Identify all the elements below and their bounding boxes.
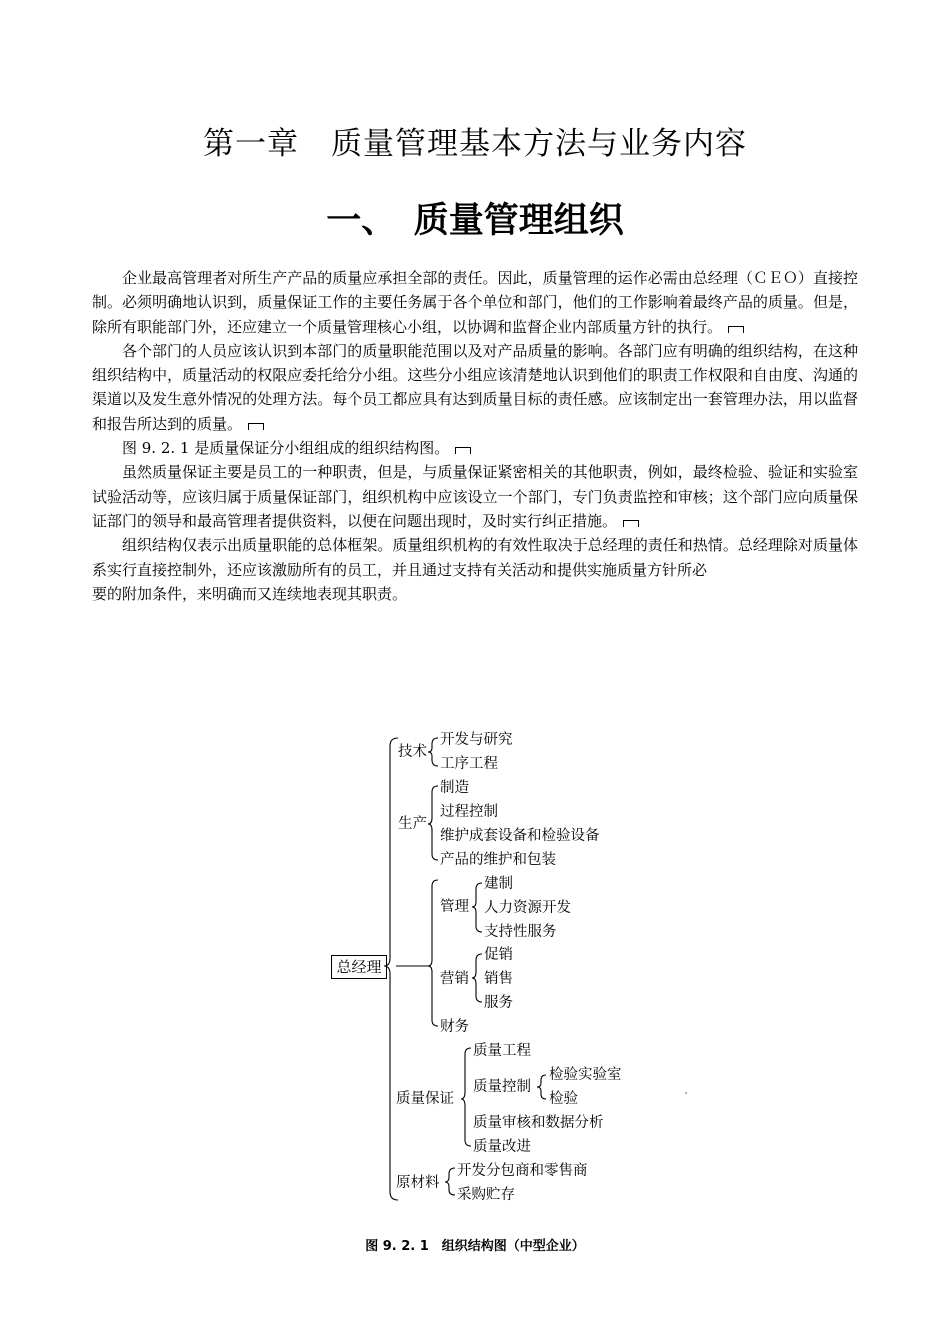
scan-dot xyxy=(685,1092,687,1094)
org-leaf: 质量改进 xyxy=(473,1139,531,1155)
org-node-production: 生产 xyxy=(398,816,427,832)
paragraph-mark-icon xyxy=(248,423,264,430)
org-leaf: 销售 xyxy=(484,971,513,987)
org-node-marketing: 营销 xyxy=(440,971,469,987)
marketing-brace xyxy=(472,954,482,1002)
paragraph-text: 要的附加条件，来明确而又连续地表现其职责。 xyxy=(92,584,408,603)
materials-brace xyxy=(445,1168,455,1195)
production-brace xyxy=(428,786,438,860)
org-leaf: 开发与研究 xyxy=(440,732,513,748)
figure-caption: 图 9. 2. 1 组织结构图（中型企业） xyxy=(365,1239,585,1254)
org-leaf: 开发分包商和零售商 xyxy=(457,1163,588,1179)
org-node-management: 管理 xyxy=(440,899,469,915)
org-root-box: 总经理 xyxy=(331,955,387,979)
org-leaf: 促销 xyxy=(484,947,513,963)
paragraph xyxy=(92,582,858,606)
tech-brace xyxy=(428,738,438,766)
org-leaf: 采购贮存 xyxy=(457,1187,515,1203)
org-leaf: 建制 xyxy=(484,876,513,892)
management-brace xyxy=(472,883,482,932)
paragraph-text: 组织结构仅表示出质量职能的总体框架。质量组织机构的有效性取决于总经理的责任和热情。总经理除对质量体系实行直接控制外，还应该激励所有的员工，并且通过支持有关活动和提供实施质量方针所必 xyxy=(92,536,858,579)
org-node-tech: 技术 xyxy=(398,744,427,760)
org-node-finance: 财务 xyxy=(440,1019,469,1035)
group-brace xyxy=(428,880,438,1026)
org-node-qa: 质量保证 xyxy=(396,1091,454,1107)
paragraph xyxy=(92,533,858,582)
paragraph xyxy=(92,266,858,339)
body-text xyxy=(92,266,858,606)
org-node-quality-control: 质量控制 xyxy=(473,1079,531,1095)
control-brace xyxy=(537,1075,546,1099)
org-leaf: 检验 xyxy=(549,1091,578,1107)
paragraph-text: 各个部门的人员应该认识到本部门的质量职能范围以及对产品质量的影响。各部门应有明确的组织结构，在这种组织结构中，质量活动的权限应委托给分小组。这些分小组应该清楚地认识到他们的职责工作权限和自由度、沟通的渠道以及发生意外情况的处理方法。每个员工都应具有达到质量目标的责任感。应该制定出一套管理办法，用以监督和报告所达到的质量。 xyxy=(92,341,858,433)
org-leaf: 质量审核和数据分析 xyxy=(473,1115,604,1131)
root-brace xyxy=(384,738,398,1200)
paragraph xyxy=(92,436,858,460)
paragraph-text: 虽然质量保证主要是员工的一种职责，但是，与质量保证紧密相关的其他职责，例如，最终检验、验证和实验室试验活动等，应该归属于质量保证部门，组织机构中应该设立一个部门，专门负责监控和审核；这个部门应向质量保证部门的领导和最高管理者提供资料，以便在问题出现时，及时实行纠正措施。 xyxy=(92,463,858,530)
paragraph-mark-icon xyxy=(623,520,639,527)
paragraph xyxy=(92,460,858,533)
org-node-materials: 原材料 xyxy=(396,1175,440,1191)
org-leaf: 质量工程 xyxy=(473,1043,531,1059)
chapter-title: 第一章 质量管理基本方法与业务内容 xyxy=(203,126,747,162)
paragraph-text: 图 9. 2. 1 是质量保证分小组组成的组织结构图。 xyxy=(122,439,450,458)
org-leaf: 维护成套设备和检验设备 xyxy=(440,828,600,844)
paragraph-text: 企业最高管理者对所生产产品的质量应承担全部的责任。因此，质量管理的运作必需由总经理（ＣＥＯ）直接控制。必须明确地认识到，质量保证工作的主要任务属于各个单位和部门，他们的工作影响着最终产品的质量。但是，除所有职能部门外，还应建立一个质量管理核心小组，以协调和监督企业内部质量方针的执行。 xyxy=(92,269,858,336)
org-leaf: 产品的维护和包装 xyxy=(440,852,556,868)
org-leaf: 过程控制 xyxy=(440,804,498,820)
org-leaf: 工序工程 xyxy=(440,756,498,772)
org-leaf: 服务 xyxy=(484,995,513,1011)
org-leaf: 人力资源开发 xyxy=(484,900,571,916)
paragraph xyxy=(92,339,858,436)
qa-brace xyxy=(461,1048,471,1146)
paragraph-mark-icon xyxy=(455,447,471,454)
section-title: 一、 质量管理组织 xyxy=(326,201,624,241)
paragraph-mark-icon xyxy=(728,326,744,333)
org-leaf: 检验实验室 xyxy=(549,1067,622,1083)
org-leaf: 制造 xyxy=(440,780,469,796)
org-leaf: 支持性服务 xyxy=(484,924,557,940)
